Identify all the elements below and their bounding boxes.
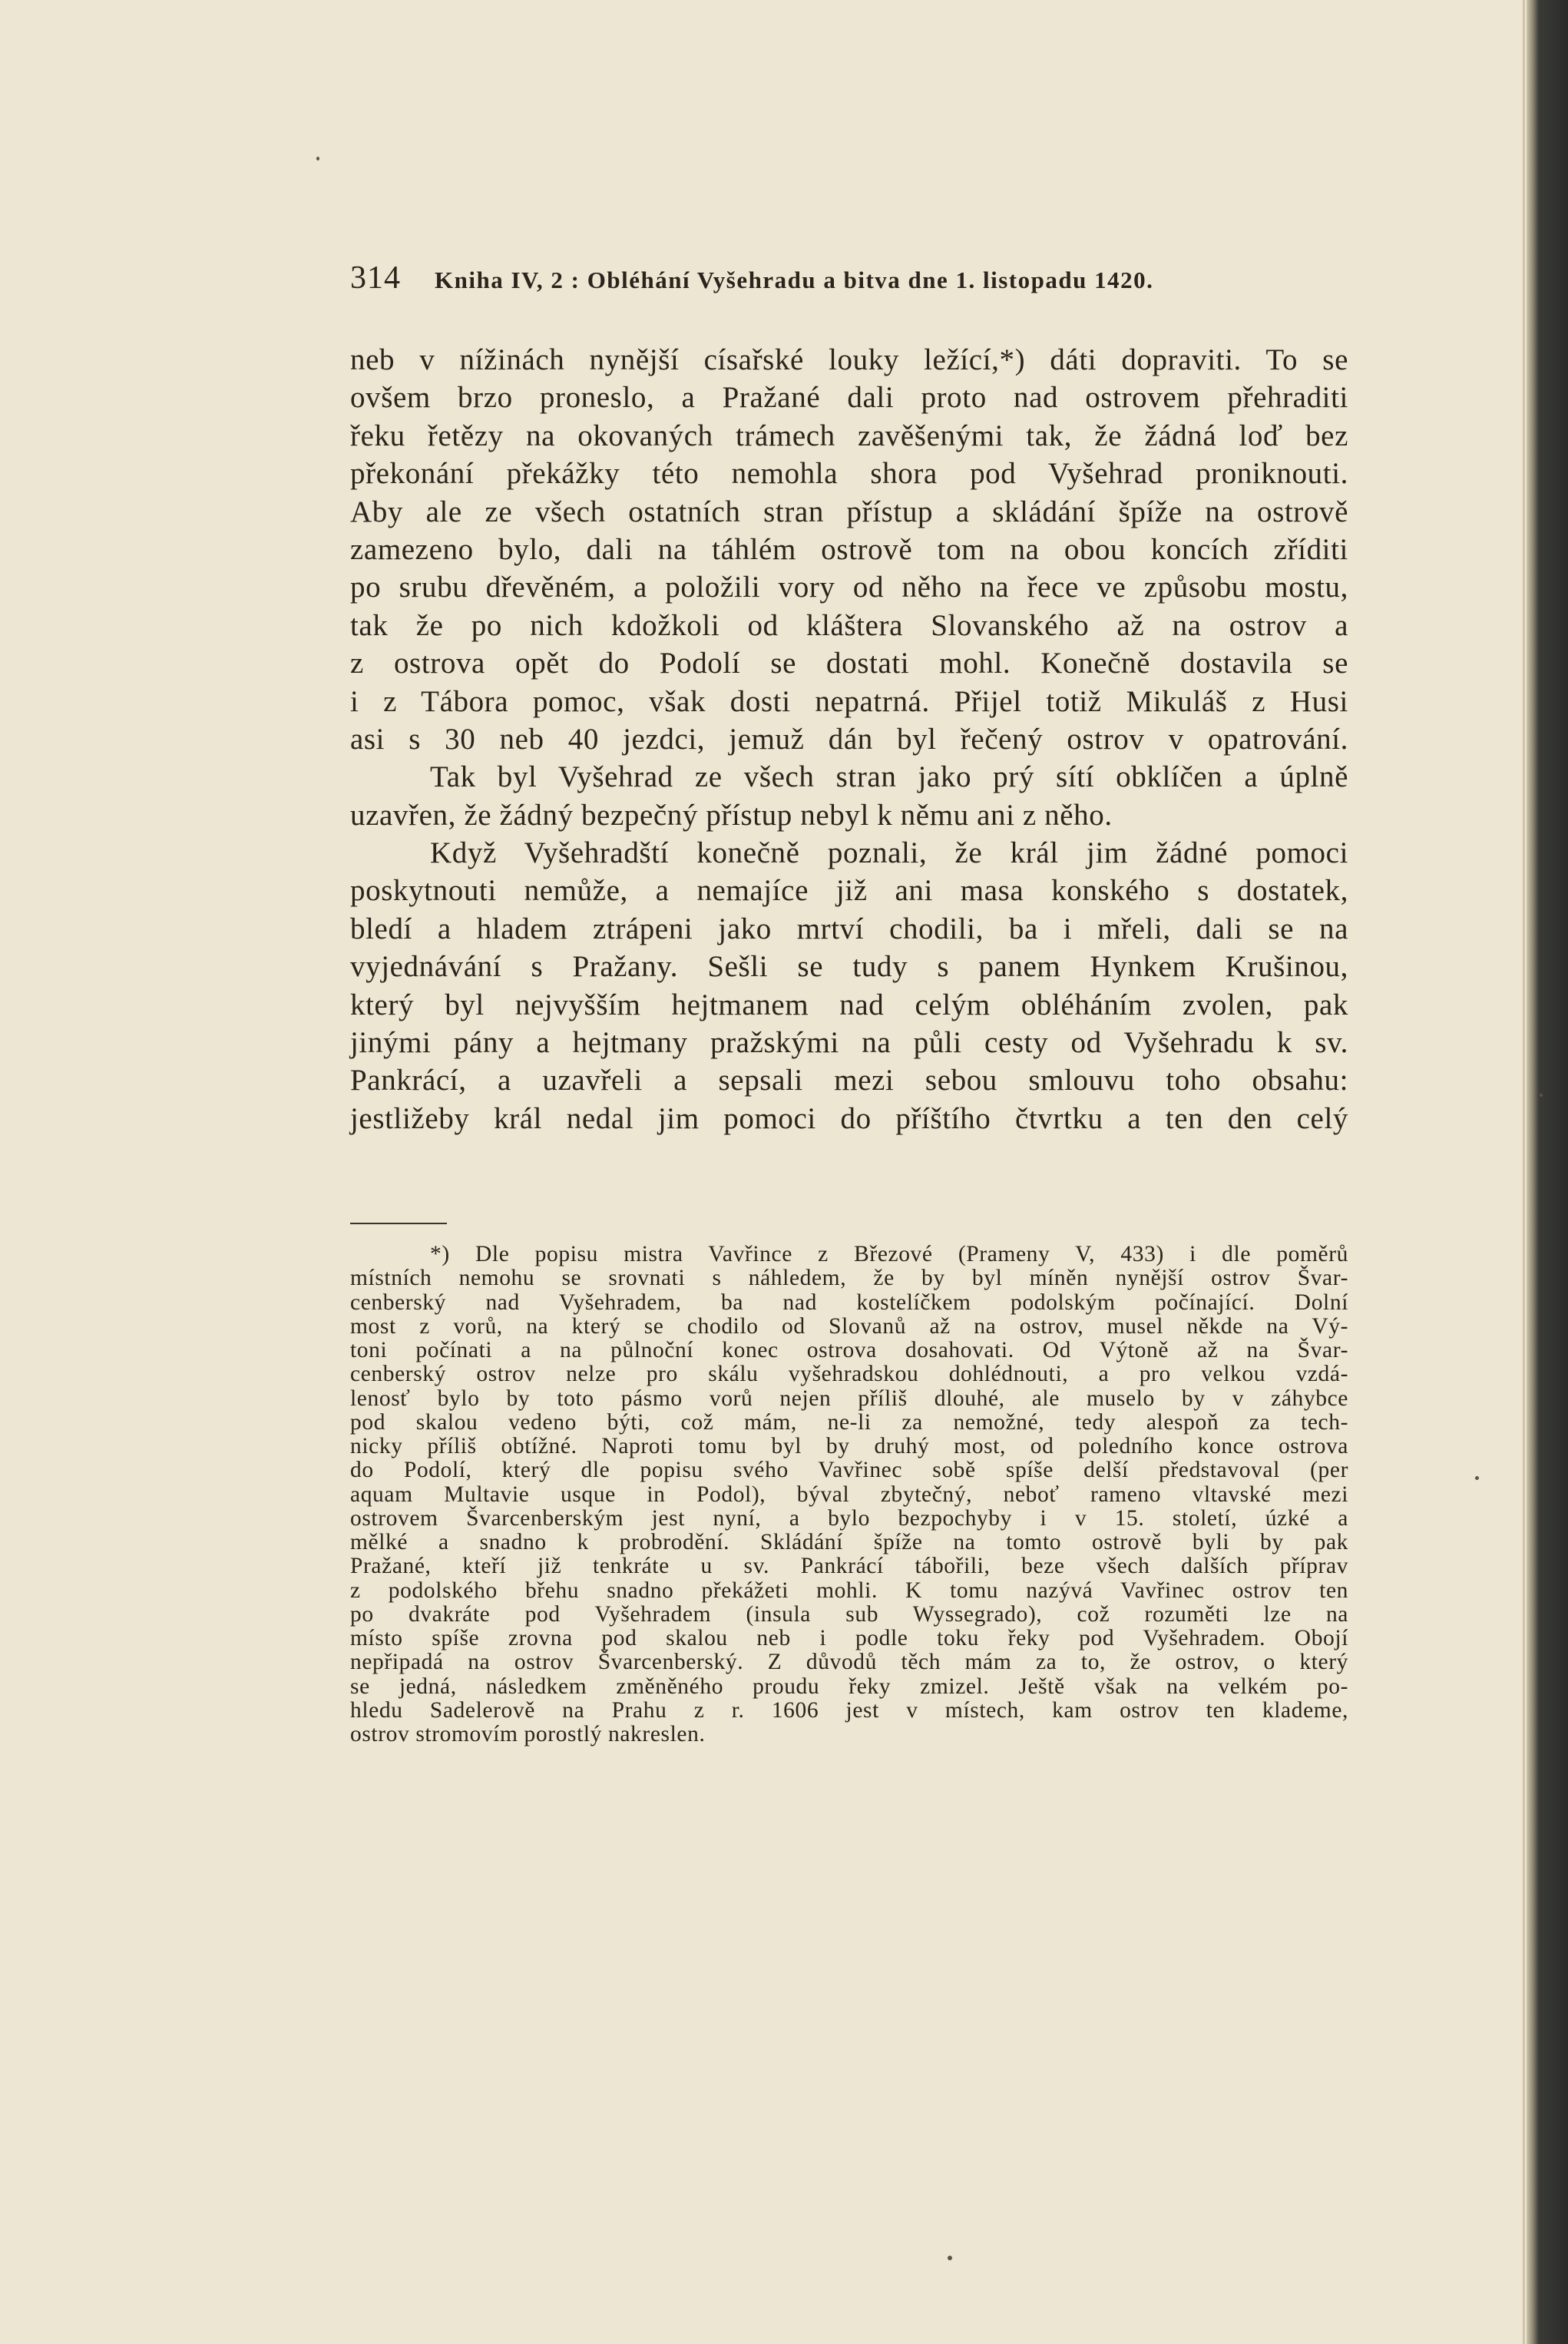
footnote-line: nepřipadá na ostrov Švarcenberský. Z důvodů těch mám za to, že ostrov, o který [350, 1650, 1348, 1675]
text-line: Pankrácí, a uzavřeli a sepsali mezi sebou smlouvu toho obsahu: [350, 1064, 1348, 1098]
page-header [350, 260, 1348, 306]
footnote-line: pod skalou vedeno býti, což mám, ne-li za nemožné, tedy alespoň za tech- [350, 1409, 1348, 1435]
text-line: i z Tábora pomoc, však dosti nepatrná. Přijel totiž Mikuláš z Husi [350, 684, 1348, 718]
footnote-line: cenberský nad Vyšehradem, ba nad kostelíčkem podolským počínající. Dolní [350, 1290, 1348, 1315]
footnote-line: nicky příliš obtížné. Naproti tomu byl by druhý most, od poledního konce ostrova [350, 1434, 1348, 1458]
footnote-line: Pražané, kteří již tenkráte u sv. Pankrácí tábořili, beze všech dalších příprav [350, 1554, 1348, 1579]
footnote-line: ostrovem Švarcenberským jest nyní, a bylo bezpochyby i v 15. století, úzké a [350, 1505, 1348, 1531]
footnote-line: hledu Sadelerově na Prahu z r. 1606 jest v místech, kam ostrov ten klademe, [350, 1697, 1348, 1723]
footnote-line: se jedná, následkem změněného proudu řeky zmizel. Ještě však na velkém po- [350, 1674, 1348, 1699]
text-line: ovšem brzo proneslo, a Pražané dali proto nad ostrovem přehraditi [350, 381, 1348, 415]
text-line: bledí a hladem ztrápeni jako mrtví chodili, ba i mřeli, dali se na [350, 912, 1348, 945]
text-line: neb v nížinách nynější císařské louky ležící,*) dáti dopraviti. To se [350, 343, 1348, 376]
running-title: Kniha IV, 2 : Obléhání Vyšehradu a bitva dne 1. listopadu 1420. [435, 267, 1154, 293]
footnote-line: toni počínati a na půlnoční konec ostrova dosahovati. Od Výtoně až na Švar- [350, 1338, 1348, 1362]
footnote-line: lenosť bylo by toto pásmo vorů nejen příliš dlouhé, ale muselo by v záhybce [350, 1386, 1348, 1411]
text-line: asi s 30 neb 40 jezdci, jemuž dán byl řečený ostrov v opatrování. [350, 722, 1348, 756]
footnote-line: po dvakráte pod Vyšehradem (insula sub Wyssegrado), což rozuměti lze na [350, 1601, 1348, 1627]
footnote-line: z podolského břehu snadno překážeti mohli. K tomu nazývá Vavřinec ostrov ten [350, 1578, 1348, 1603]
text-line: tak že po nich kdožkoli od kláštera Slovanského až na ostrov a [350, 608, 1348, 642]
text-line: Když Vyšehradští konečně poznali, že král jim žádné pomoci [430, 836, 1348, 870]
text-line: Tak byl Vyšehrad ze všech stran jako prý sítí obklíčen a úplně [430, 760, 1348, 794]
text-line: z ostrova opět do Podolí se dostati mohl. Konečně dostavila se [350, 647, 1348, 680]
footnote-rule [350, 1223, 447, 1224]
footnote-line: ostrov stromovím porostlý nakreslen. [350, 1722, 706, 1746]
text-line: zamezeno bylo, dali na táhlém ostrově tom na obou koncích zříditi [350, 532, 1348, 566]
footnote-block [350, 1243, 1348, 1746]
main-text [350, 341, 1348, 1137]
footnote-line: most z vorů, na který se chodilo od Slovanů až na ostrov, musel někde na Vý- [350, 1313, 1348, 1339]
footnote-line: místo spíše zrovna pod skalou neb i podle toku řeky pod Vyšehradem. Obojí [350, 1626, 1348, 1650]
text-line: uzavřen, že žádný bezpečný přístup nebyl k němu ani z něho. [350, 798, 1113, 832]
text-line: poskytnouti nemůže, a nemajíce již ani masa konského s dostatek, [350, 874, 1348, 908]
text-line: Aby ale ze všech ostatních stran přístup a skládání špíže na ostrově [350, 495, 1348, 528]
paper-speck [1540, 1094, 1543, 1097]
page-fold-line [1523, 0, 1525, 2344]
paper-speck [1475, 1476, 1479, 1480]
text-line: vyjednávání s Pražany. Sešli se tudy s panem Hynkem Krušinou, [350, 950, 1348, 984]
page-number: 314 [350, 260, 401, 296]
text-line: jinými pány a hejtmany pražskými na půli cesty od Vyšehradu k sv. [350, 1026, 1348, 1060]
paper-speck [316, 157, 319, 161]
text-line: po srubu dřevěném, a položili vory od něho na řece ve způsobu mostu, [350, 571, 1348, 604]
text-line: řeku řetězy na okovaných trámech zavěšenými tak, že žádná loď bez [350, 419, 1348, 452]
page-edge-shadow [1527, 0, 1568, 2344]
text-line: který byl nejvyšším hejtmanem nad celým obléháním zvolen, pak [350, 988, 1348, 1021]
paper-speck [948, 2256, 952, 2260]
footnote-line: aquam Multavie usque in Podol), býval zbytečný, neboť rameno vltavské mezi [350, 1482, 1348, 1507]
text-line: překonání překážky této nemohla shora pod Vyšehrad proniknouti. [350, 457, 1348, 491]
footnote-line: *) Dle popisu mistra Vavřince z Březové (Prameny V, 433) i dle poměrů [430, 1242, 1348, 1266]
footnote-line: místních nemohu se srovnati s náhledem, že by byl míněn nynější ostrov Švar- [350, 1266, 1348, 1291]
footnote-line: mělké a snadno k probrodění. Skládání špíže na tomto ostrově byli by pak [350, 1530, 1348, 1554]
footnote-line: cenberský ostrov nelze pro skálu vyšehradskou dohlédnouti, a pro velkou vzdá- [350, 1362, 1348, 1387]
text-line: jestližeby král nedal jim pomoci do příštího čtvrtku a ten den celý [350, 1101, 1348, 1135]
footnote-line: do Podolí, který dle popisu svého Vavřinec sobě spíše delší představoval (per [350, 1458, 1348, 1483]
